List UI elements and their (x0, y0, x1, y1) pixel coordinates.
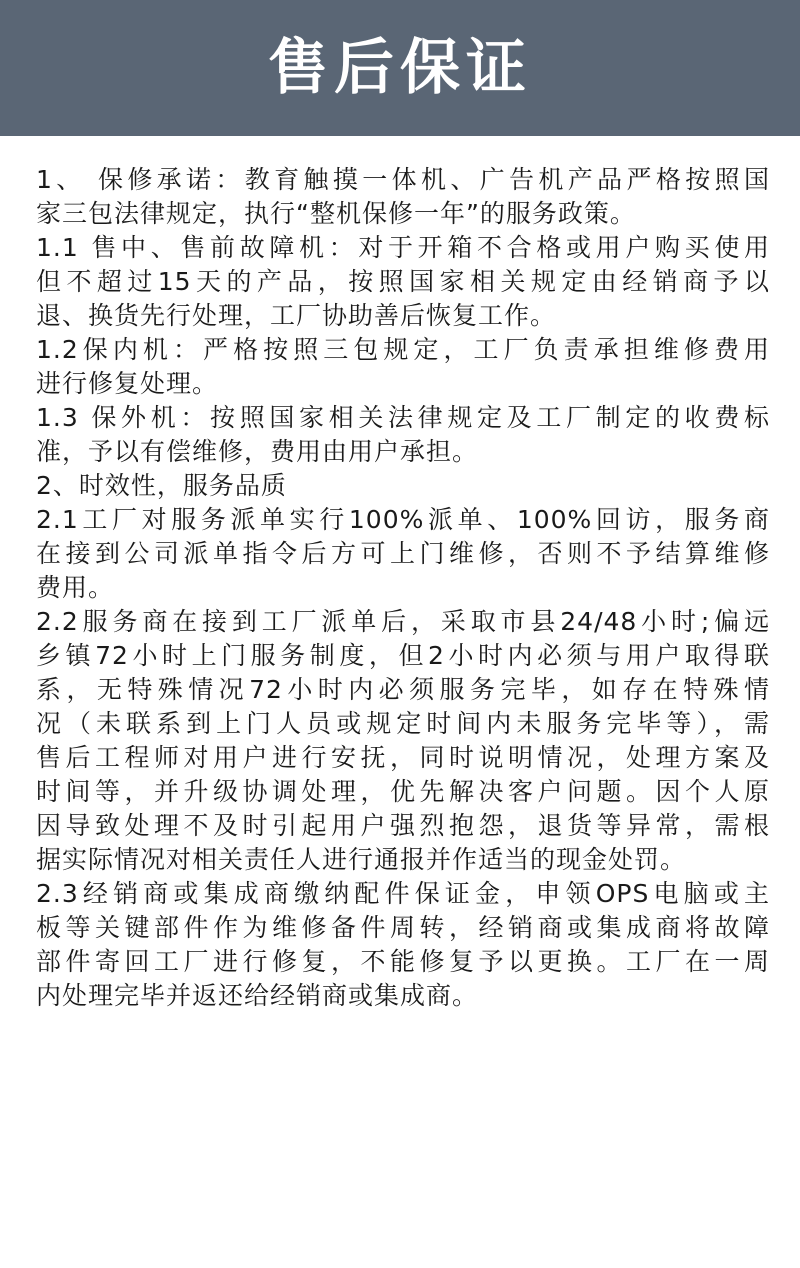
text-line: 2.3经销商或集成商缴纳配件保证金，申领OPS电脑或主 (36, 879, 770, 908)
text-line: 时间等，并升级协调处理，优先解决客户问题。因个人原 (36, 777, 770, 806)
text-line: 1.3 保外机：按照国家相关法律规定及工厂制定的收费标 (36, 403, 770, 432)
text-line: 家三包法律规定，执行“整机保修一年”的服务政策。 (36, 199, 636, 228)
text-line: 系，无特殊情况72小时内必须服务完毕，如存在特殊情 (36, 675, 770, 704)
text-line: 费用。 (36, 573, 115, 602)
text-line: 据实际情况对相关责任人进行通报并作适当的现金处罚。 (36, 845, 687, 874)
text-line: 因导致处理不及时引起用户强烈抱怨，退货等异常，需根 (36, 811, 770, 840)
text-line: 乡镇72小时上门服务制度，但2小时内必须与用户取得联 (36, 641, 770, 670)
text-line: 但不超过15天的产品，按照国家相关规定由经销商予以 (36, 267, 770, 296)
text-line: 退、换货先行处理，工厂协助善后恢复工作。 (36, 301, 557, 330)
text-line: 板等关键部件作为维修备件周转，经销商或集成商将故障 (36, 913, 770, 942)
text-line: 2.1工厂对服务派单实行100%派单、100%回访，服务商 (36, 505, 770, 534)
text-line: 进行修复处理。 (36, 369, 219, 398)
text-line: 在接到公司派单指令后方可上门维修，否则不予结算维修 (36, 539, 770, 568)
text-line: 1.2保内机：严格按照三包规定，工厂负责承担维修费用 (36, 335, 770, 364)
warranty-text-body (36, 163, 770, 1013)
text-line: 2.2服务商在接到工厂派单后，采取市县24/48小时;偏远 (36, 607, 770, 636)
text-line: 内处理完毕并返还给经销商或集成商。 (36, 981, 479, 1010)
text-line: 准，予以有偿维修，费用由用户承担。 (36, 437, 479, 466)
text-line: 售后工程师对用户进行安抚，同时说明情况，处理方案及 (36, 743, 770, 772)
text-line: 部件寄回工厂进行修复，不能修复予以更换。工厂在一周 (36, 947, 770, 976)
text-line: 况（未联系到上门人员或规定时间内未服务完毕等），需 (36, 709, 770, 738)
text-line: 1.1 售中、售前故障机：对于开箱不合格或用户购买使用 (36, 233, 770, 262)
text-line: 2、时效性，服务品质 (36, 471, 287, 500)
page-header (0, 0, 800, 136)
text-line: 1、 保修承诺：教育触摸一体机、广告机产品严格按照国 (36, 165, 770, 194)
page-title: 售后保证 (268, 33, 532, 103)
